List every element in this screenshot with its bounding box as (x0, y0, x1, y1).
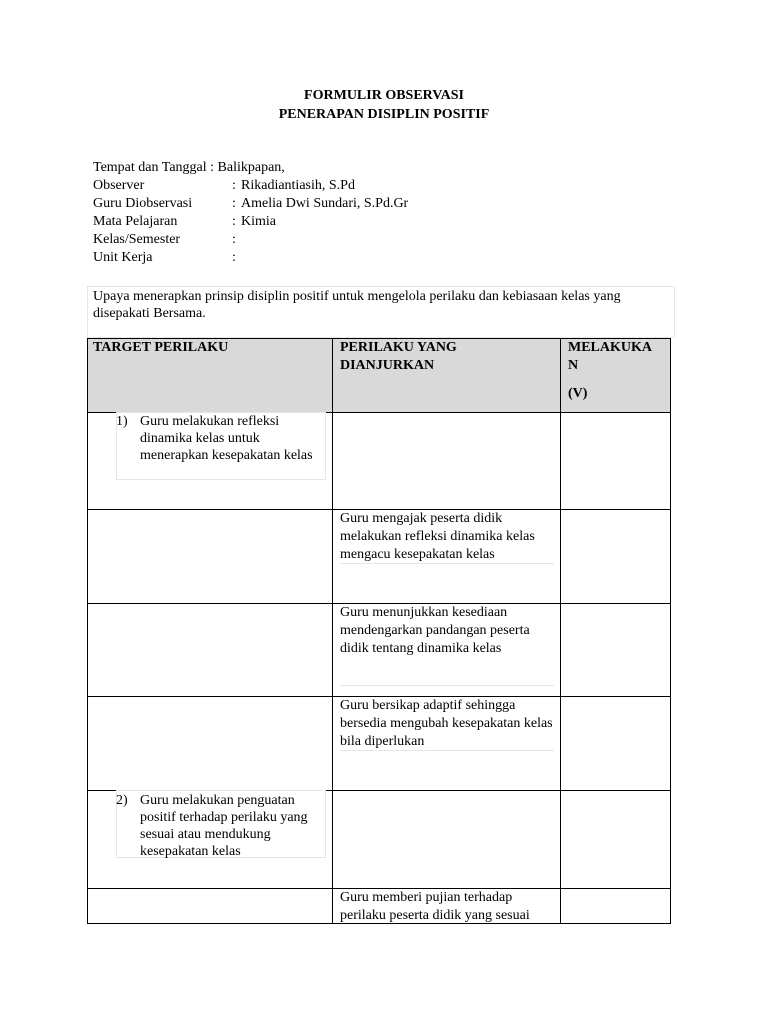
unit-label: Unit Kerja (93, 250, 153, 265)
table-border-left (87, 338, 88, 924)
guru-value: Amelia Dwi Sundari, S.Pd.Gr (241, 196, 409, 211)
behavior-underline (340, 563, 554, 564)
intro-text: Upaya menerapkan prinsip disiplin positif untuk mengelola perilaku dan kebiasaan kelas yang disepakati Bersama. (93, 289, 621, 321)
target-number: 1) (116, 414, 128, 429)
header-melakukan-line2: N (568, 358, 579, 373)
tempat-tanggal: Tempat dan Tanggal : Balikpapan, (93, 160, 285, 175)
unit-colon: : (232, 250, 236, 265)
behavior-text: Guru menunjukkan kesediaan mendengarkan pandangan peserta didik tentang dinamika kelas (340, 605, 530, 656)
target-text: Guru melakukan refleksi dinamika kelas untuk menerapkan kesepakatan kelas (140, 414, 313, 463)
header-target: TARGET PERILAKU (93, 340, 229, 355)
behavior-underline (340, 685, 554, 686)
observer-value: Rikadiantiasih, S.Pd (241, 178, 355, 193)
target-text: Guru melakukan penguatan positif terhadap perilaku yang sesuai atau mendukung kesepakatan kelas (140, 793, 308, 859)
mapel-label: Mata Pelajaran (93, 214, 178, 229)
mapel-colon: : (232, 214, 236, 229)
observer-colon: : (232, 178, 236, 193)
form-subtitle: PENERAPAN DISIPLIN POSITIF (278, 107, 490, 122)
table-border-right (670, 338, 671, 924)
table-col-line (560, 338, 561, 924)
guru-label: Guru Diobservasi (93, 196, 193, 211)
mapel-value: Kimia (241, 214, 276, 229)
observer-label: Observer (93, 178, 145, 193)
behavior-underline (340, 750, 554, 751)
form-title: FORMULIR OBSERVASI (304, 88, 464, 103)
target-number: 2) (116, 793, 128, 808)
behavior-text: Guru bersikap adaptif sehingga bersedia mengubah kesepakatan kelas bila diperlukan (340, 698, 553, 749)
header-melakukan-line1: MELAKUKA (568, 340, 652, 355)
kelas-label: Kelas/Semester (93, 232, 181, 247)
guru-colon: : (232, 196, 236, 211)
kelas-colon: : (232, 232, 236, 247)
behavior-text: Guru memberi pujian terhadap perilaku peserta didik yang sesuai (340, 890, 530, 923)
header-perilaku: PERILAKU YANG DIANJURKAN (340, 340, 457, 373)
table-col-line (332, 338, 333, 924)
header-melakukan-mark: (V) (568, 386, 588, 401)
behavior-text: Guru mengajak peserta didik melakukan refleksi dinamika kelas mengacu kesepakatan kelas (340, 511, 535, 562)
